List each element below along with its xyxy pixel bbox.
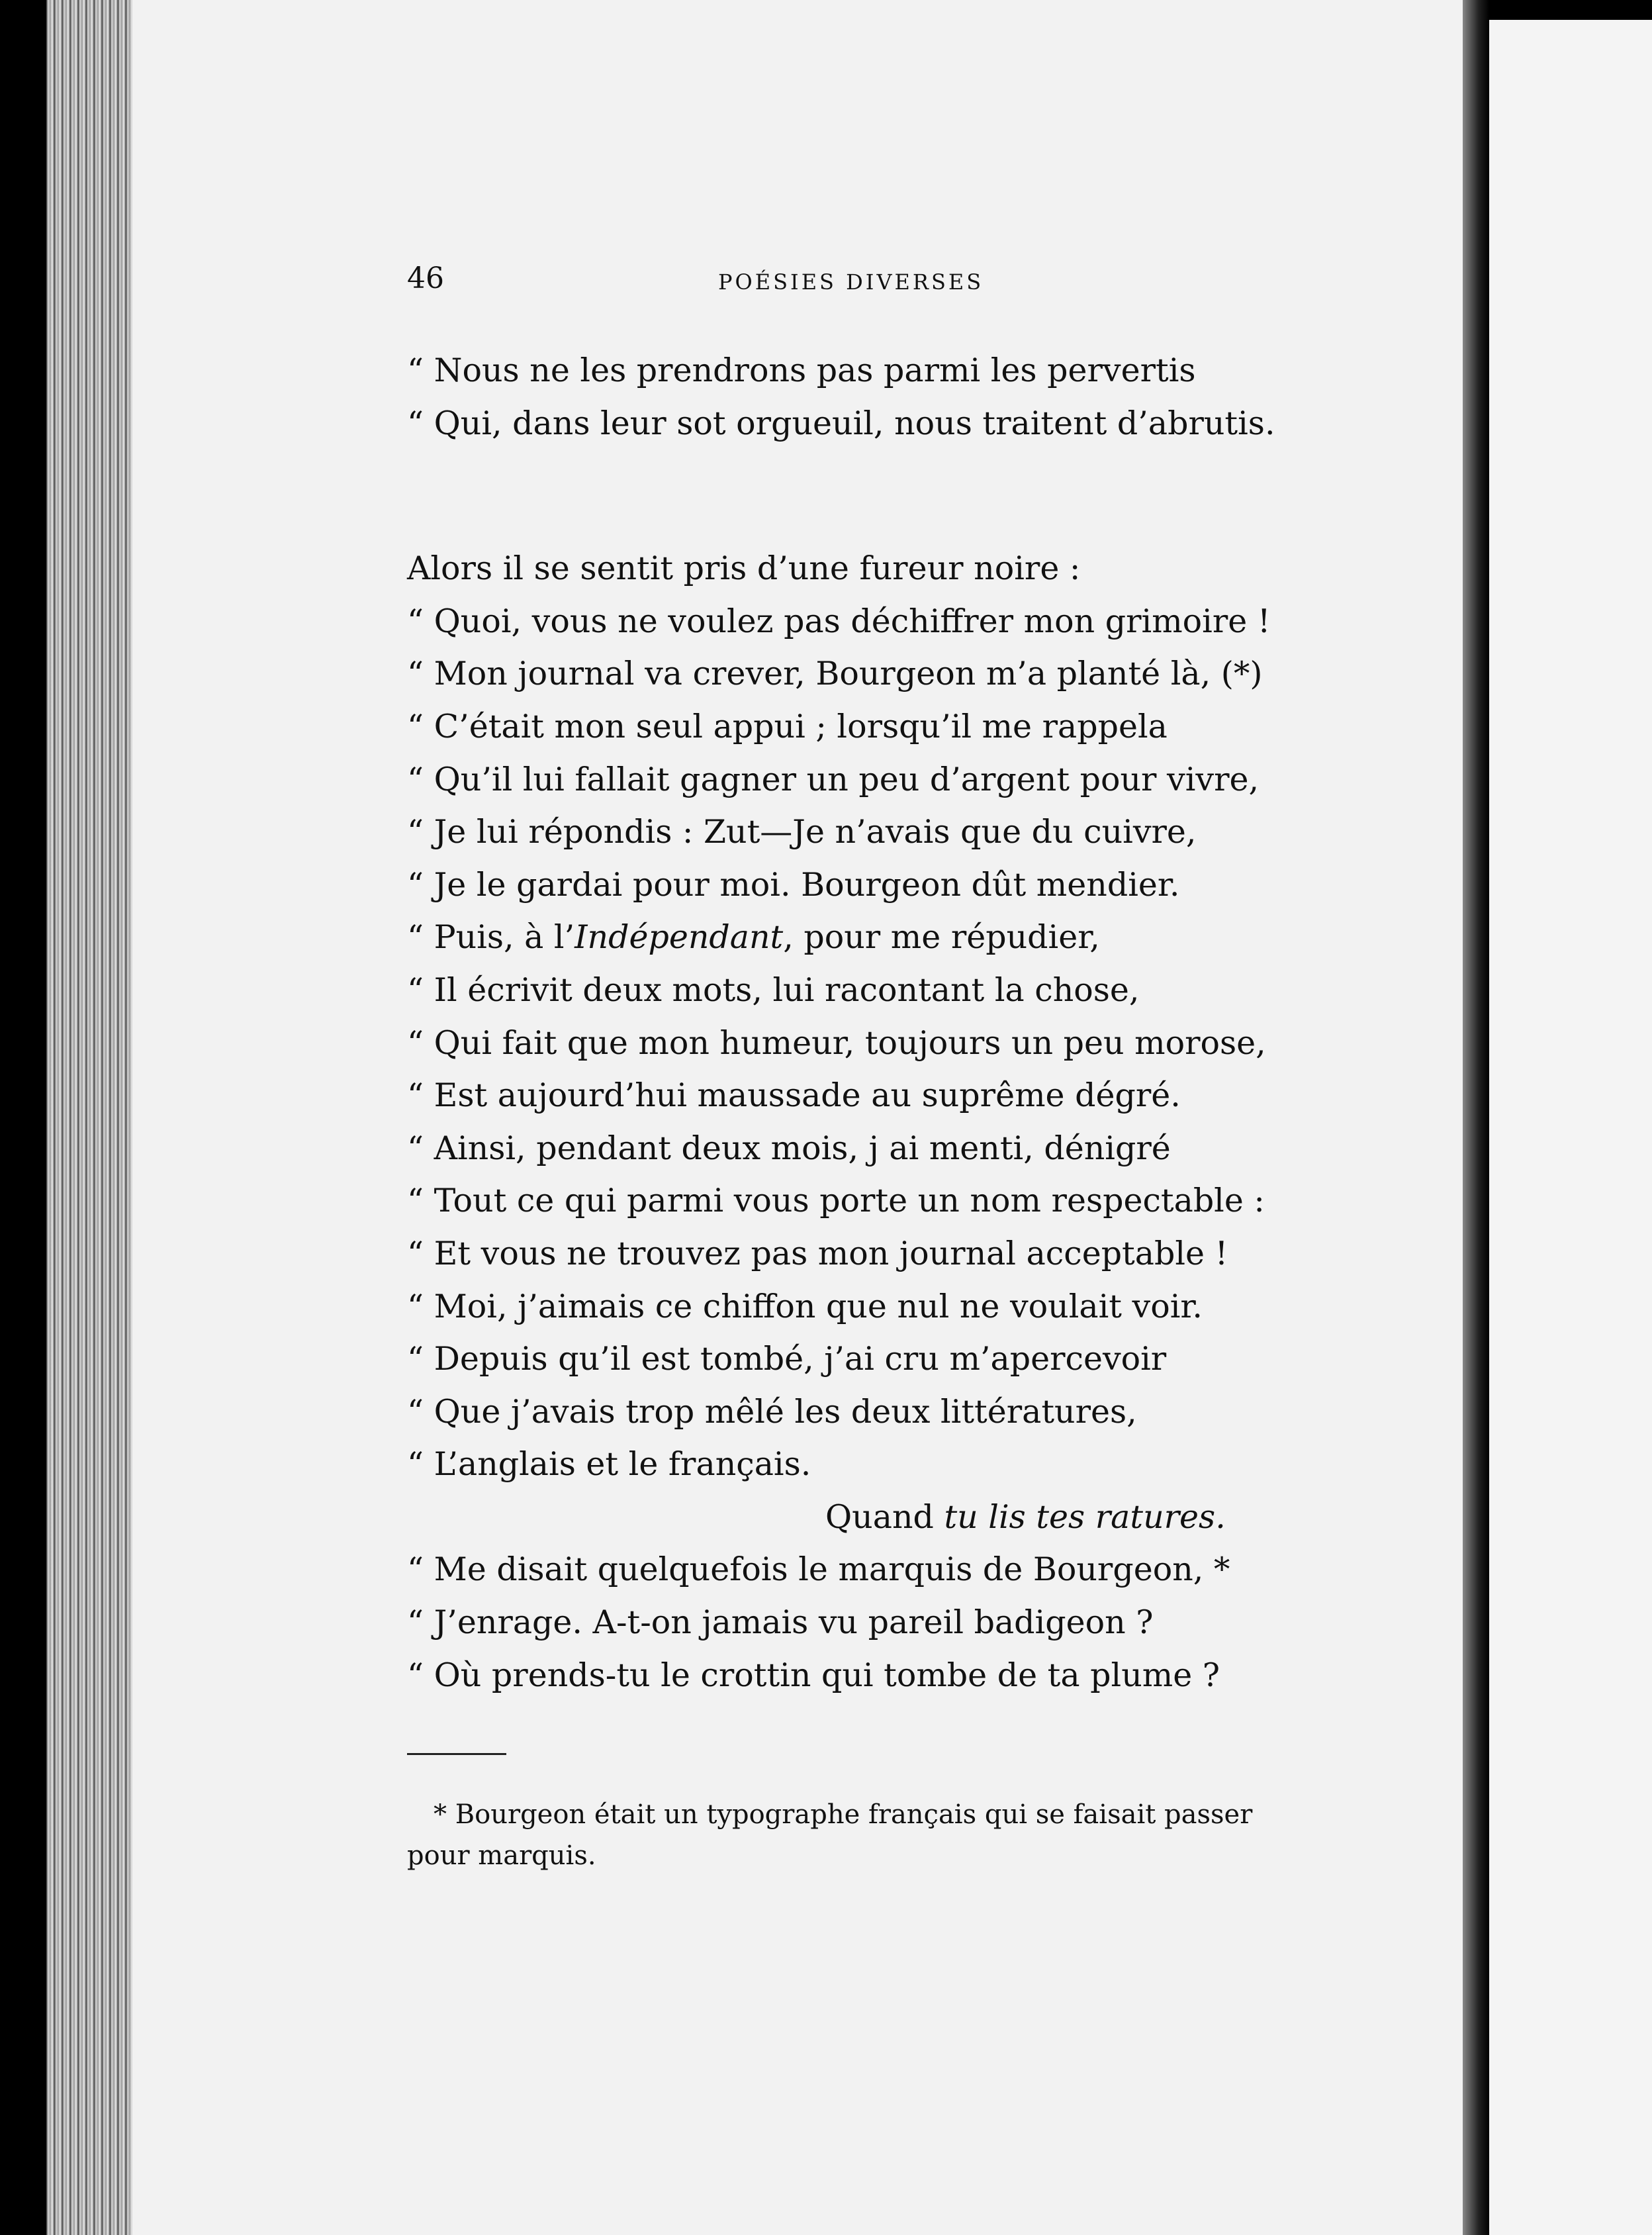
verse-line: “ Quoi, vous ne voulez pas déchiffrer mon grimoire ! (407, 602, 1271, 640)
page-header (407, 262, 1281, 308)
verse-line: “ Ainsi, pendant deux mois, j ai menti, dénigré (407, 1129, 1171, 1167)
verse-line: “ Tout ce qui parmi vous porte un nom respectable : (407, 1182, 1265, 1220)
verse-line-start: Quand (825, 1498, 944, 1536)
verse-line: “ Et vous ne trouvez pas mon journal acceptable ! (407, 1234, 1228, 1272)
verse-line: “ Depuis qu’il est tombé, j’ai cru m’apercevoir (407, 1340, 1167, 1378)
verse-line: “ Mon journal va crever, Bourgeon m’a planté là, (*) (407, 655, 1263, 693)
verse-line: “ Que j’avais trop mêlé les deux littératures, (407, 1392, 1137, 1431)
newspaper-title: Indépendant (574, 918, 784, 957)
verse-line-italic: tu lis tes ratures. (944, 1498, 1226, 1536)
verse-line: “ Qu’il lui fallait gagner un peu d’argent pour vivre, (407, 760, 1260, 798)
verse-line: “ Je le gardai pour moi. Bourgeon dût mendier. (407, 865, 1180, 904)
verse-line (407, 911, 1307, 964)
verse-line: “ J’enrage. A-t-on jamais vu pareil badigeon ? (407, 1603, 1154, 1642)
verse-line: “ Me disait quelquefois le marquis de Bourgeon, * (407, 1550, 1230, 1589)
verse-line: “ Nous ne les prendrons pas parmi les pervertis (407, 352, 1196, 389)
verse-line: “ C’était mon seul appui ; lorsqu’il me rappela (407, 707, 1168, 745)
running-head: POÉSIES DIVERSES (718, 269, 984, 295)
verse-line: “ Où prends-tu le crottin qui tombe de ta plume ? (407, 1656, 1220, 1694)
verse-line-end: , pour me répudier, (783, 918, 1100, 957)
verse-line: “ Je lui répondis : Zut—Je n’avais que du cuivre, (407, 813, 1197, 851)
verse-line: “ L’anglais et le français. (407, 1445, 811, 1484)
verse-line-indented (407, 1491, 1307, 1544)
footnote-divider (407, 1753, 506, 1755)
verse-line: “ Moi, j’aimais ce chiffon que nul ne voulait voir. (407, 1287, 1203, 1325)
page-number: 46 (407, 262, 444, 295)
book-page-edges (46, 0, 132, 2235)
verse-line-start: “ Puis, à l’ (407, 918, 575, 957)
gutter-shadow (1463, 0, 1489, 2235)
verse-line: “ Qui fait que mon humeur, toujours un peu morose, (407, 1023, 1266, 1062)
verse-line: Alors il se sentit pris d’une fureur noire : (407, 549, 1081, 588)
poem-text (407, 344, 1307, 1701)
stanza-break (407, 450, 1307, 542)
footnote: * Bourgeon était un typographe français qui se faisait passer pour marquis. (407, 1799, 1253, 1871)
verse-line: “ Est aujourd’hui maussade au suprême dégré. (407, 1076, 1181, 1115)
verse-line: “ Il écrivit deux mots, lui racontant la chose, (407, 971, 1140, 1009)
verse-line: “ Qui, dans leur sot orgueuil, nous traitent d’abrutis. (407, 404, 1275, 442)
facing-page-edge (1489, 20, 1652, 2235)
